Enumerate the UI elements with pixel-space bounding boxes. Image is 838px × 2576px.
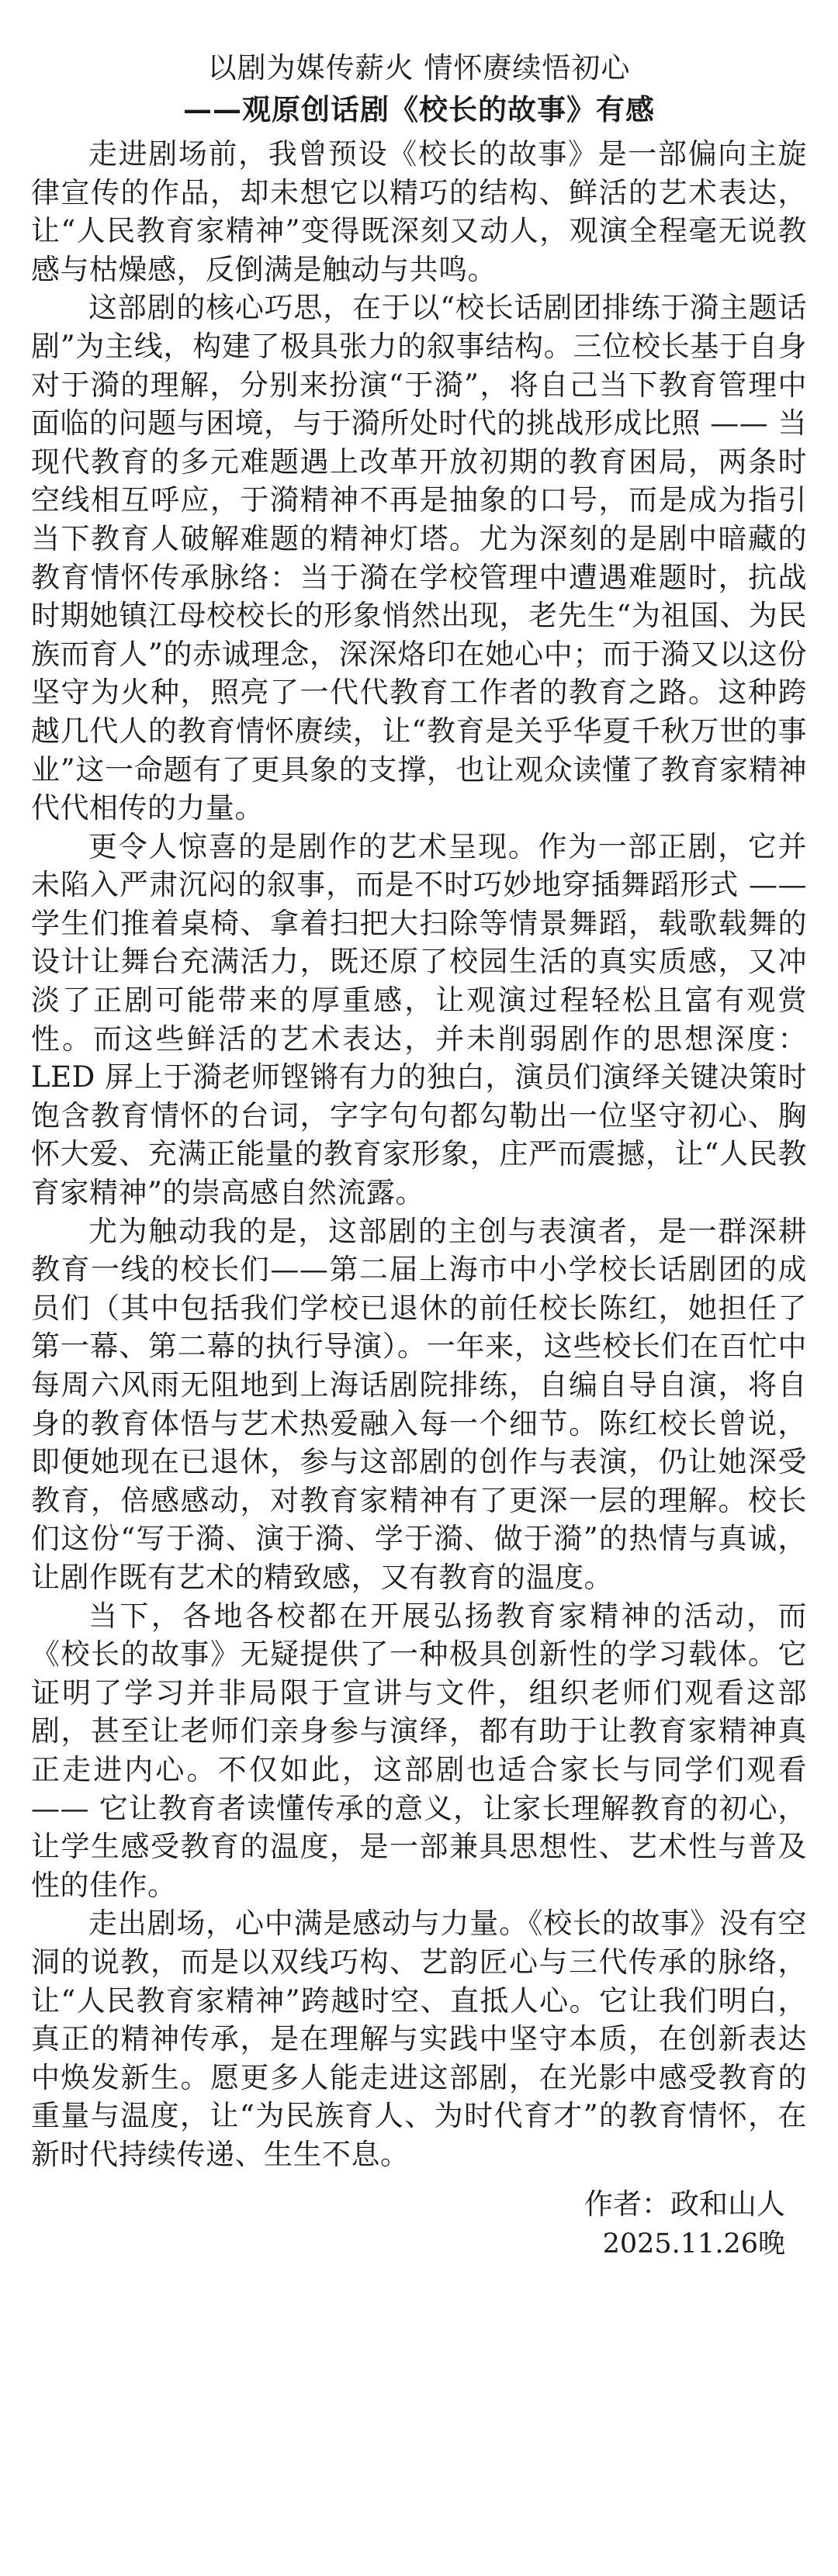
article [31, 48, 807, 2263]
paragraph-5: 当下，各地各校都在开展弘扬教育家精神的活动，而《校长的故事》无疑提供了一种极具创新性的学习载体。它证明了学习并非局限于宣讲与文件，组织老师们观看这部剧，甚至让老师们亲身参与演绎，都有助于让教育家精神真正走进内心。不仅如此，这部剧也适合家长与同学们观看 —— 它让教育者读懂传承的意义，让家长理解教育的初心，让学生感受教育的温度，是一部兼具思想性、艺术性与普及性的佳作。 [31, 1599, 807, 1902]
paragraph-3: 更令人惊喜的是剧作的艺术呈现。作为一部正剧，它并未陷入严肃沉闷的叙事，而是不时巧妙地穿插舞蹈形式 ——学生们推着桌椅、拿着扫把大扫除等情景舞蹈，载歌载舞的设计让舞台充满活力，既还原了校园生活的真实质感，又冲淡了正剧可能带来的厚重感，让观演过程轻松且富有观赏性。而这些鲜活的艺术表达，并未削弱剧作的思想深度：LED 屏上于漪老师铿锵有力的独白，演员们演绎关键决策时饱含教育情怀的台词，字字句句都勾勒出一位坚守初心、胸怀大爱、充满正能量的教育家形象，庄严而震撼，让“人民教育家精神”的崇高感自然流露。 [31, 829, 807, 1210]
article-title: 以剧为媒传薪火 情怀赓续悟初心 [207, 51, 631, 85]
paragraph-1: 走进剧场前，我曾预设《校长的故事》是一部偏向主旋律宣传的作品，却未想它以精巧的结构、鲜活的艺术表达，让“人民教育家精神”变得既深刻又动人，观演全程毫无说教感与枯燥感，反倒满是触动与共鸣。 [31, 137, 807, 286]
paragraph-6: 走出剧场，心中满是感动与力量。《校长的故事》没有空洞的说教，而是以双线巧构、艺韵匠心与三代传承的脉络，让“人民教育家精神”跨越时空、直抵人心。它让我们明白，真正的精神传承，是在理解与实践中坚守本质，在创新表达中焕发新生。愿更多人能走进这部剧，在光影中感受教育的重量与温度，让“为民族育人、为时代育才”的教育情怀，在新时代持续传递、生生不息。 [31, 1907, 807, 2171]
article-date: 2025.11.26晚 [602, 2228, 785, 2260]
author-signature: 作者：政和山人 [584, 2187, 785, 2222]
article-subtitle: ——观原创话剧《校长的故事》有感 [183, 92, 655, 126]
paragraph-2: 这部剧的核心巧思，在于以“校长话剧团排练于漪主题话剧”为主线，构建了极具张力的叙事结构。三位校长基于自身对于漪的理解，分别来扮演“于漪”，将自己当下教育管理中面临的问题与困境，与于漪所处时代的挑战形成比照 —— 当现代教育的多元难题遇上改革开放初期的教育困局，两条时空线相互呼应，于漪精神不再是抽象的口号，而是成为指引当下教育人破解难题的精神灯塔。尤为深刻的是剧中暗藏的教育情怀传承脉络：当于漪在学校管理中遭遇难题时，抗战时期她镇江母校校长的形象悄然出现，老先生“为祖国、为民族而育人”的赤诚理念，深深烙印在她心中；而于漪又以这份坚守为火种，照亮了一代代教育工作者的教育之路。这种跨越几代人的教育情怀赓续，让“教育是关乎华夏千秋万世的事业”这一命题有了更具象的支撑，也让观众读懂了教育家精神代代相传的力量。 [31, 291, 807, 825]
paragraph-4: 尤为触动我的是，这部剧的主创与表演者，是一群深耕教育一线的校长们——第二届上海市中小学校长话剧团的成员们（其中包括我们学校已退休的前任校长陈红，她担任了第一幕、第二幕的执行导演）。一年来，这些校长们在百忙中每周六风雨无阻地到上海话剧院排练，自编自导自演，将自身的教育体悟与艺术热爱融入每一个细节。陈红校长曾说，即便她现在已退休，参与这部剧的创作与表演，仍让她深受教育，倍感感动，对教育家精神有了更深一层的理解。校长们这份“写于漪、演于漪、学于漪、做于漪”的热情与真诚，让剧作既有艺术的精致感，又有教育的温度。 [31, 1214, 807, 1594]
